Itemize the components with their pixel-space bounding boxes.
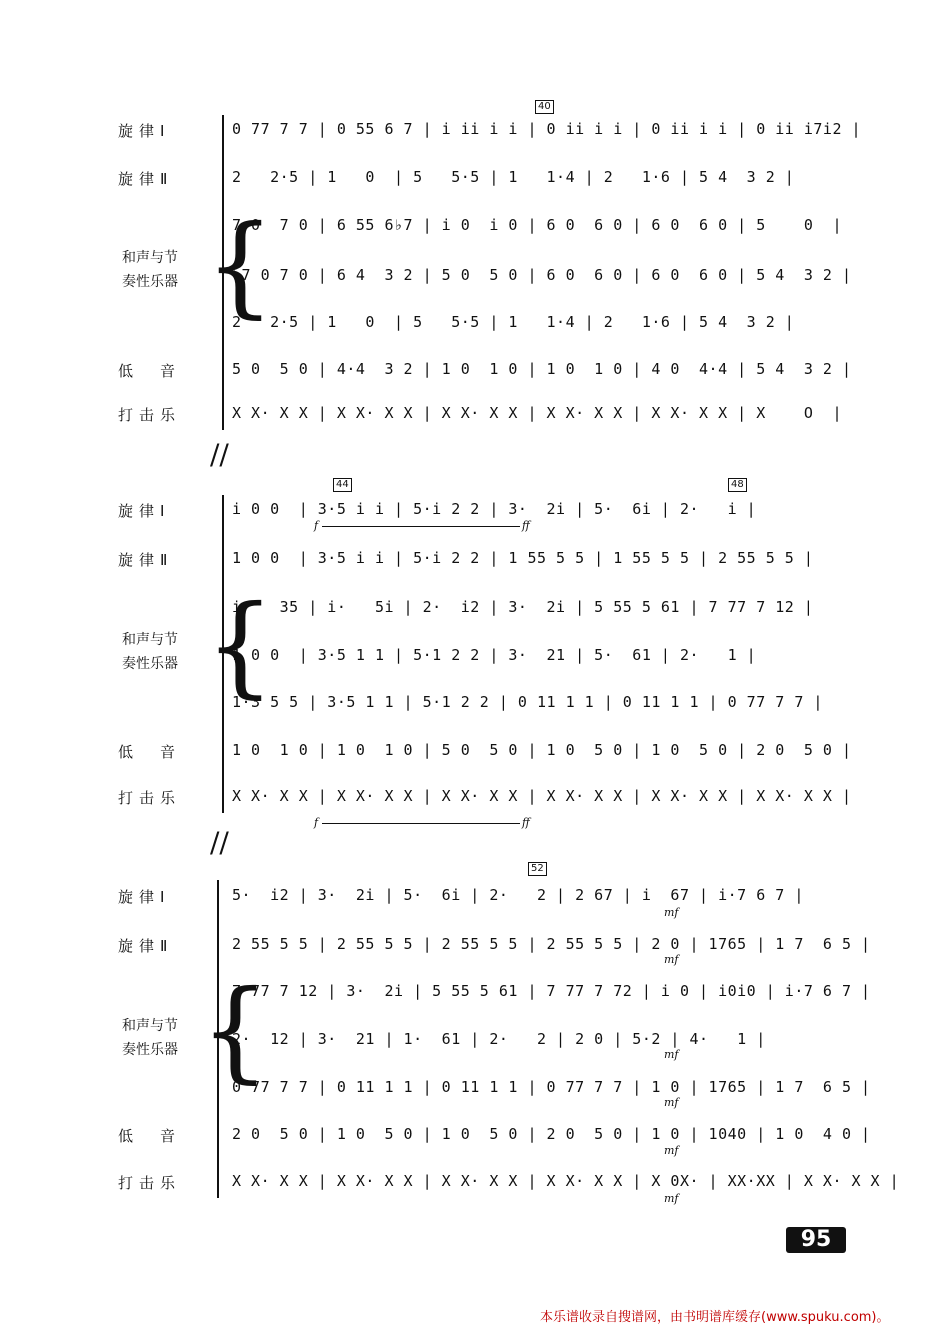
row-percussion: X X· X X | X X· X X | X X· X X | X X· X X | X X· X X | X O | (232, 404, 842, 422)
staff-label-bass: 低 音 (118, 1127, 182, 1145)
harmony-label-line1: 和声与节 (122, 250, 178, 266)
harmony-brace: { (200, 966, 270, 1094)
harmony-label-line2: 奏性乐器 (122, 1042, 178, 1058)
rehearsal-mark: 44 (333, 478, 352, 492)
row-harmony3: 1·3 5 5 | 3·5 1 1 | 5·1 2 2 | 0 11 1 1 | 0 11 1 1 | 0 77 7 7 | (232, 693, 823, 711)
row-harmony2: 1 0 0 | 3·5 1 1 | 5·1 2 2 | 3· 21 | 5· 61 | 2· 1 | (232, 646, 757, 664)
row-melody1: 0 77 7 7 | 0 55 6 7 | i ii i i | 0 ii i i | 0 ii i i | 0 ii i7i2 | (232, 120, 862, 138)
staff-label-percussion: 打击乐 (118, 1174, 182, 1192)
crescendo-line (322, 526, 520, 527)
dynamic-marking: f (314, 519, 319, 532)
row-harmony2: 2· 12 | 3· 21 | 1· 61 | 2· 2 | 2 0 | 5·2 | 4· 1 | (232, 1030, 766, 1048)
row-melody1: i 0 0 | 3·5 i i | 5·i 2 2 | 3· 2i | 5· 6i | 2· i | (232, 500, 757, 518)
row-bass: 1 0 1 0 | 1 0 1 0 | 5 0 5 0 | 1 0 5 0 | 1 0 5 0 | 2 0 5 0 | (232, 741, 852, 759)
system-separator: // (210, 826, 229, 859)
harmony-label-line1: 和声与节 (122, 632, 178, 648)
source-footer: 本乐谱收录自搜谱网，由书明谱库缓存(www.spuku.com)。 (540, 1310, 890, 1325)
staff-label-melody1: 旋律Ⅰ (118, 502, 171, 520)
staff-label-bass: 低 音 (118, 362, 182, 380)
row-harmony3: 2 2·5 | 1 0 | 5 5·5 | 1 1·4 | 2 1·6 | 5 4 3 2 | (232, 313, 795, 331)
row-harmony2: ♭7 0 7 0 | 6 4 3 2 | 5 0 5 0 | 6 0 6 0 | 6 0 6 0 | 5 4 3 2 | (232, 266, 852, 284)
row-bass: 2 0 5 0 | 1 0 5 0 | 1 0 5 0 | 2 0 5 0 | 1 0 | 1040 | 1 0 4 0 | (232, 1125, 871, 1143)
row-melody2: 2 55 5 5 | 2 55 5 5 | 2 55 5 5 | 2 55 5 5 | 2 0 | 1765 | 1 7 6 5 | (232, 935, 871, 953)
row-melody2: 1 0 0 | 3·5 i i | 5·i 2 2 | 1 55 5 5 | 1 55 5 5 | 2 55 5 5 | (232, 549, 814, 567)
staff-label-melody1: 旋律Ⅰ (118, 888, 171, 906)
harmony-label-line2: 奏性乐器 (122, 656, 178, 672)
row-percussion: X X· X X | X X· X X | X X· X X | X X· X X | X 0X· | XX·XX | X X· X X | (232, 1172, 900, 1190)
row-percussion: X X· X X | X X· X X | X X· X X | X X· X X | X X· X X | X X· X X | (232, 787, 852, 805)
dynamic-marking: mf (664, 906, 679, 919)
dynamic-marking: mf (664, 1048, 679, 1061)
staff-label-melody1: 旋律Ⅰ (118, 122, 171, 140)
row-melody2: 2 2·5 | 1 0 | 5 5·5 | 1 1·4 | 2 1·6 | 5 4 3 2 | (232, 168, 795, 186)
row-harmony1: 7 77 7 12 | 3· 2i | 5 55 5 61 | 7 77 7 72 | i 0 | i0i0 | i·7 6 7 | (232, 982, 871, 1000)
staff-label-melody2: 旋律Ⅱ (118, 937, 174, 955)
harmony-label-line2: 奏性乐器 (122, 274, 178, 290)
dynamic-marking: ff (522, 519, 530, 532)
dynamic-marking: mf (664, 1144, 679, 1157)
row-harmony1: 7 0 7 0 | 6 55 6♭7 | i 0 i 0 | 6 0 6 0 | 6 0 6 0 | 5 0 | (232, 216, 842, 234)
system-separator: // (210, 438, 229, 471)
dynamic-marking: mf (664, 1096, 679, 1109)
row-harmony1: i· 35 | i· 5i | 2· i2 | 3· 2i | 5 55 5 61 | 7 77 7 12 | (232, 598, 814, 616)
staff-label-percussion: 打击乐 (118, 789, 182, 807)
row-harmony3: 0 77 7 7 | 0 11 1 1 | 0 11 1 1 | 0 77 7 7 | 1 0 | 1765 | 1 7 6 5 | (232, 1078, 871, 1096)
rehearsal-mark: 40 (535, 100, 554, 114)
staff-label-melody2: 旋律Ⅱ (118, 551, 174, 569)
harmony-brace: { (205, 201, 275, 329)
staff-label-percussion: 打击乐 (118, 406, 182, 424)
harmony-brace: { (205, 581, 275, 709)
rehearsal-mark: 52 (528, 862, 547, 876)
dynamic-marking: mf (664, 953, 679, 966)
rehearsal-mark: 48 (728, 478, 747, 492)
staff-label-melody2: 旋律Ⅱ (118, 170, 174, 188)
staff-label-harmony (122, 628, 202, 676)
row-melody1: 5· i2 | 3· 2i | 5· 6i | 2· 2 | 2 67 | i 67 | i·7 6 7 | (232, 886, 804, 904)
crescendo-line (322, 823, 520, 824)
row-bass: 5 0 5 0 | 4·4 3 2 | 1 0 1 0 | 1 0 1 0 | 4 0 4·4 | 5 4 3 2 | (232, 360, 852, 378)
staff-label-harmony (122, 246, 202, 294)
dynamic-marking: ff (522, 816, 530, 829)
staff-label-bass: 低 音 (118, 743, 182, 761)
dynamic-marking: mf (664, 1192, 679, 1205)
harmony-label-line1: 和声与节 (122, 1018, 178, 1034)
dynamic-marking: f (314, 816, 319, 829)
page-number: 95 (786, 1227, 846, 1253)
staff-label-harmony (122, 1014, 202, 1062)
